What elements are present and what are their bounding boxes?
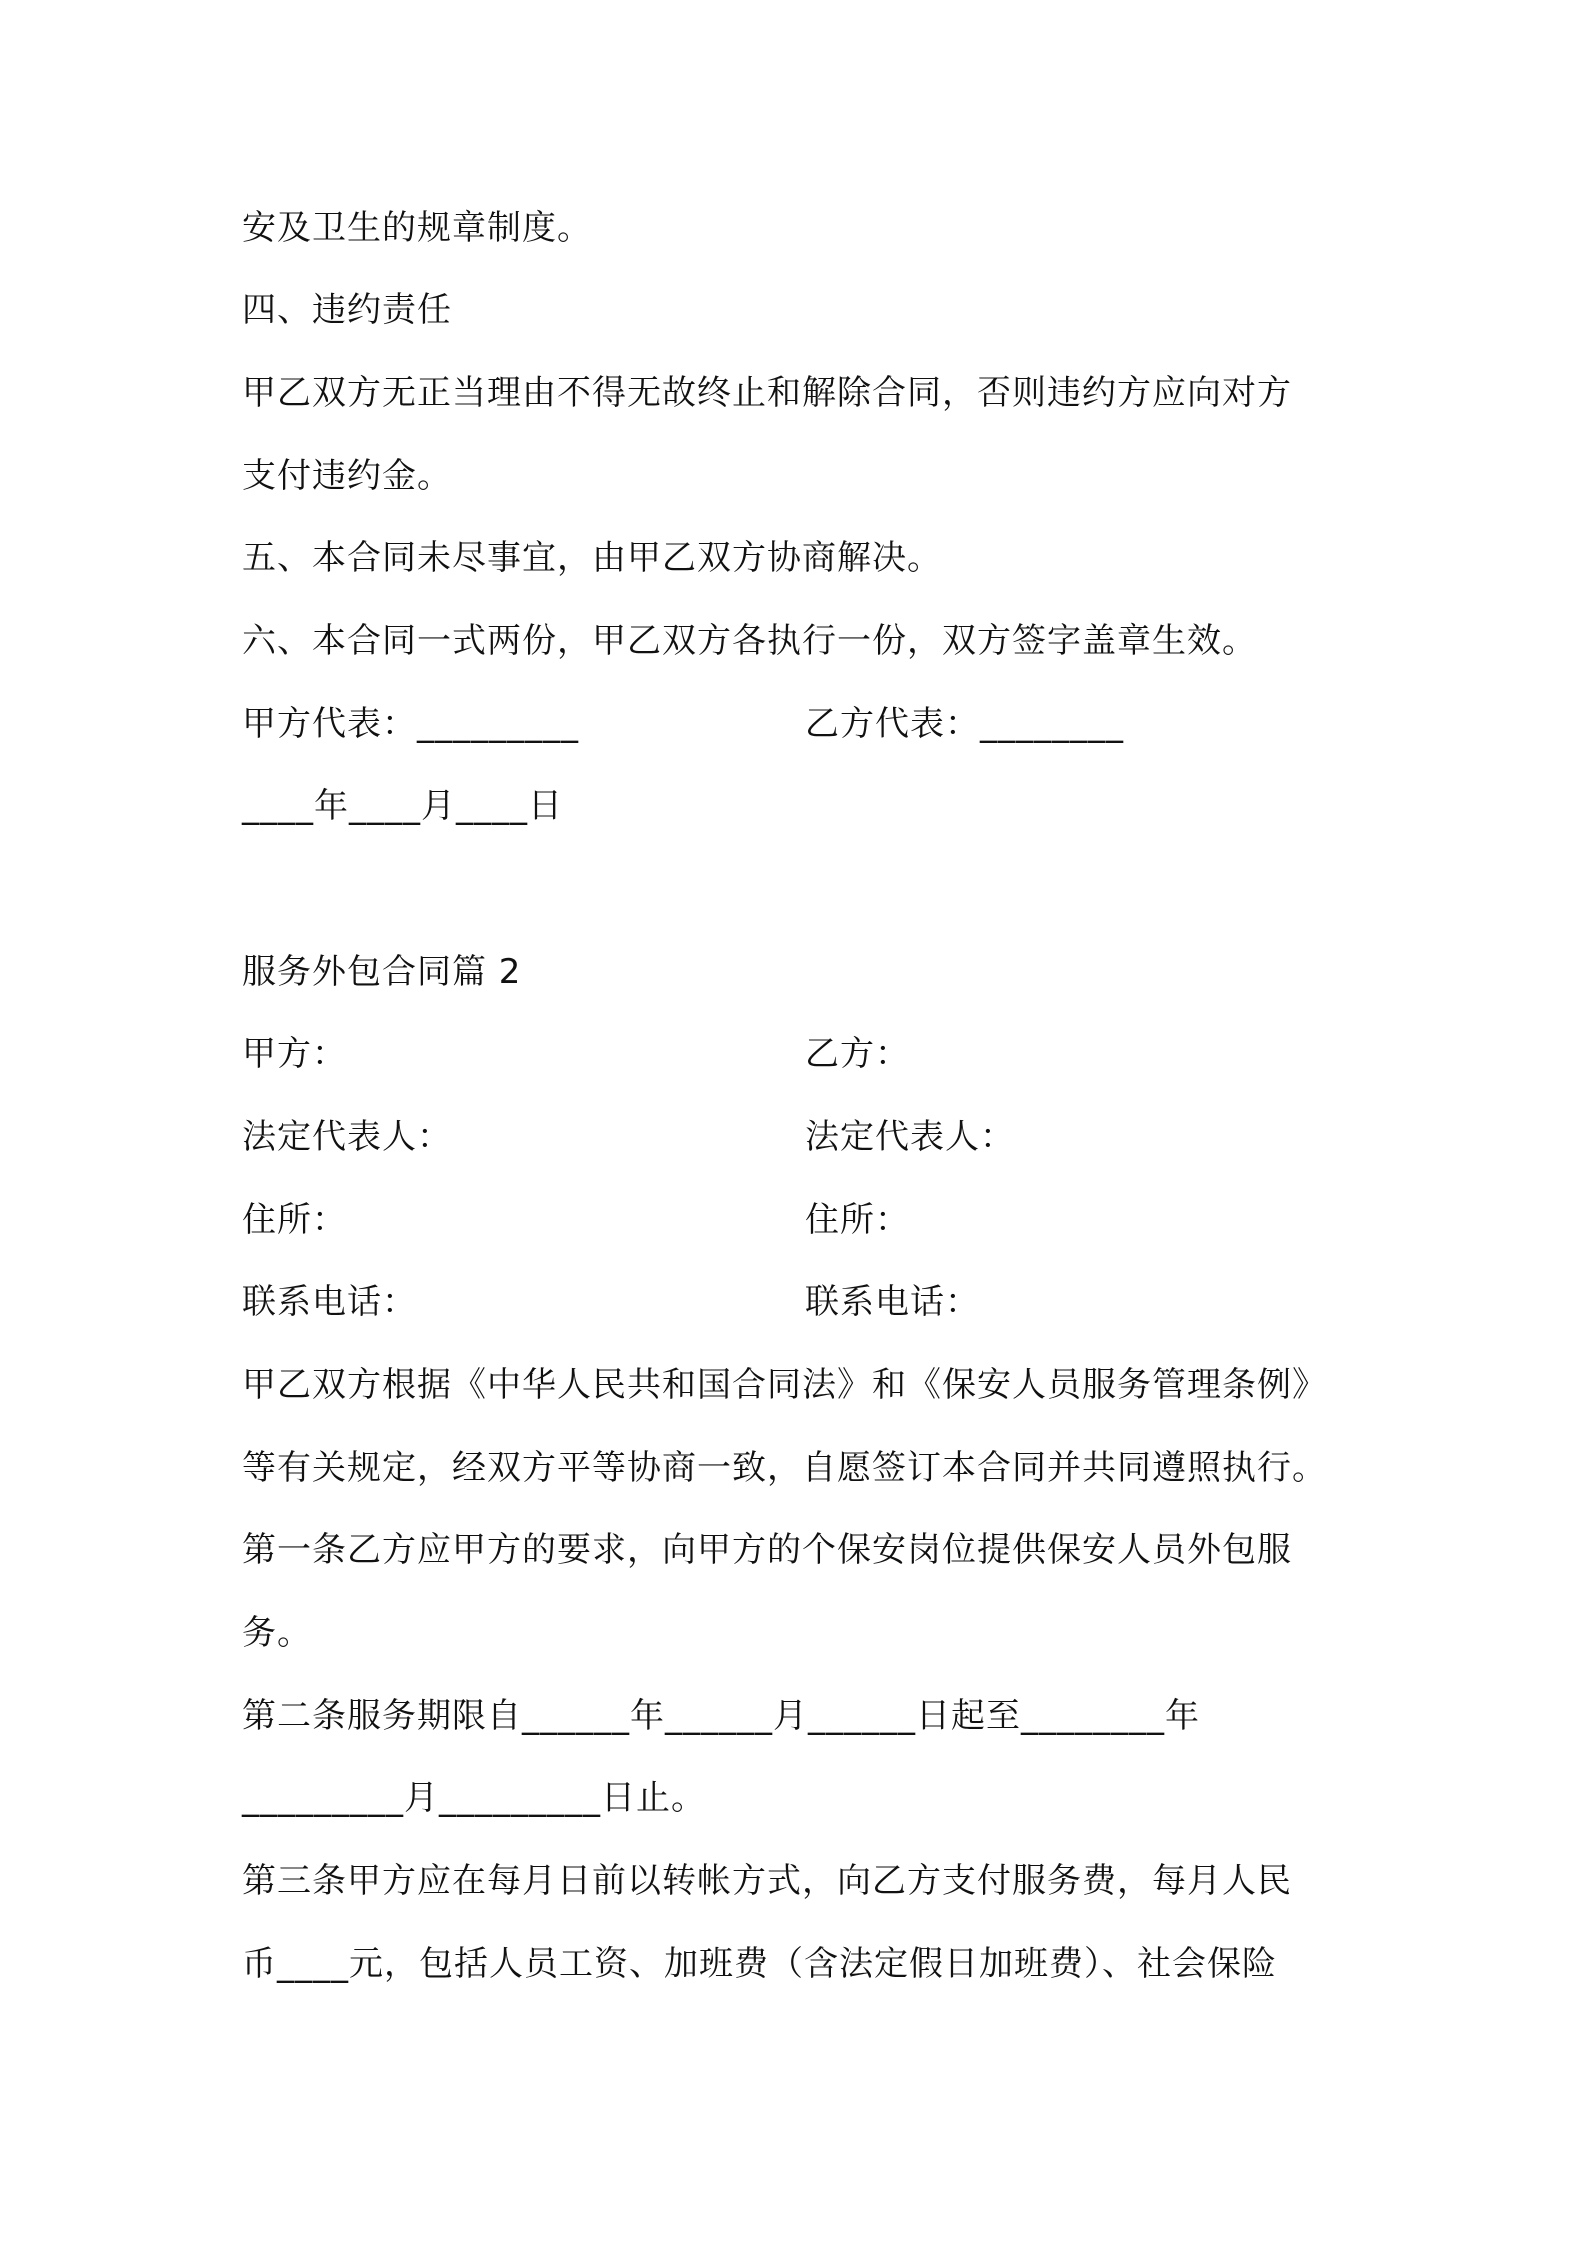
section-heading: 四、违约责任 xyxy=(242,290,452,330)
party-b-address: 住所： xyxy=(805,1200,910,1240)
signature-date: ____年____月____日 xyxy=(242,786,563,826)
party-a-address: 住所： xyxy=(242,1200,347,1240)
section-title: 服务外包合同篇 2 xyxy=(242,952,522,992)
text-line: 五、本合同未尽事宜，由甲乙双方协商解决。 xyxy=(242,538,942,578)
party-b-representative: 乙方代表：________ xyxy=(805,704,1124,744)
text-line: 第一条乙方应甲方的要求，向甲方的个保安岗位提供保安人员外包服 xyxy=(242,1530,1292,1570)
text-line: 等有关规定，经双方平等协商一致，自愿签订本合同并共同遵照执行。 xyxy=(242,1448,1327,1488)
party-a-label: 甲方： xyxy=(242,1034,347,1074)
text-line: 甲乙双方根据《中华人民共和国合同法》和《保安人员服务管理条例》 xyxy=(242,1365,1327,1405)
text-line: 甲乙双方无正当理由不得无故终止和解除合同，否则违约方应向对方 xyxy=(242,373,1292,413)
text-line: 六、本合同一式两份，甲乙双方各执行一份，双方签字盖章生效。 xyxy=(242,621,1257,661)
party-b-legal-rep: 法定代表人： xyxy=(805,1117,1015,1157)
party-a-legal-rep: 法定代表人： xyxy=(242,1117,452,1157)
party-b-label: 乙方： xyxy=(805,1034,910,1074)
text-line: 币____元，包括人员工资、加班费（含法定假日加班费）、社会保险 xyxy=(242,1944,1277,1984)
party-b-phone: 联系电话： xyxy=(805,1282,980,1322)
text-line: 支付违约金。 xyxy=(242,456,452,496)
text-line: 第三条甲方应在每月日前以转帐方式，向乙方支付服务费，每月人民 xyxy=(242,1861,1292,1901)
text-line: 务。 xyxy=(242,1613,312,1653)
text-line: 第二条服务期限自______年______月______日起至________年 xyxy=(242,1696,1200,1736)
text-line: 安及卫生的规章制度。 xyxy=(242,208,592,248)
party-a-phone: 联系电话： xyxy=(242,1282,417,1322)
text-line: _________月_________日止。 xyxy=(242,1778,706,1818)
party-a-representative: 甲方代表：_________ xyxy=(242,704,579,744)
